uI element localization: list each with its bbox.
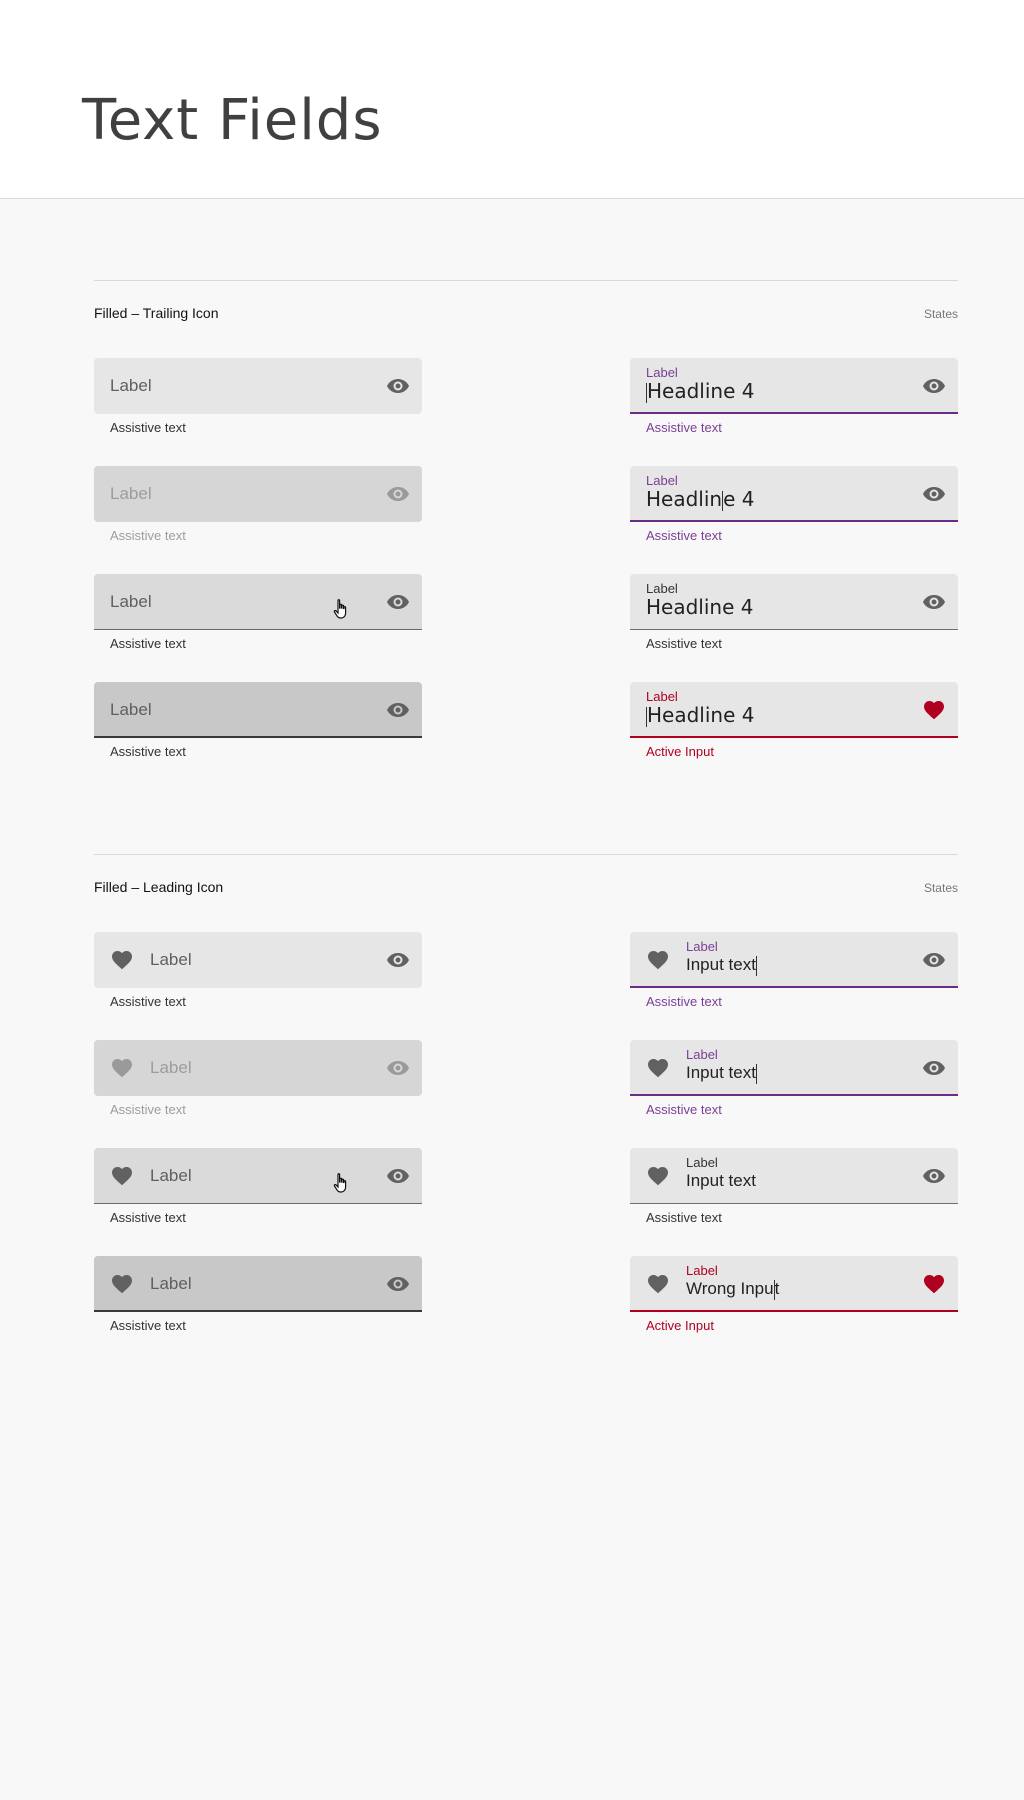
section-title-leading: Filled – Leading Icon	[94, 879, 224, 895]
text-field-hover[interactable]	[94, 1148, 422, 1225]
heart-icon	[110, 1164, 134, 1188]
assistive-text: Assistive text	[646, 420, 722, 435]
section-states-label: States	[923, 881, 958, 895]
assistive-text: Assistive text	[646, 528, 722, 543]
heart-icon[interactable]	[922, 698, 946, 722]
field-value	[646, 379, 754, 403]
field-value	[646, 703, 754, 727]
text-field-focused[interactable]	[630, 358, 958, 435]
eye-icon[interactable]	[922, 948, 946, 972]
text-field-error[interactable]	[630, 1256, 958, 1333]
text-field-filled[interactable]	[630, 1148, 958, 1225]
assistive-text: Assistive text	[110, 420, 186, 435]
field-label: Label	[150, 1058, 192, 1077]
assistive-text: Assistive text	[646, 1210, 722, 1225]
floating-label: Label	[686, 939, 718, 954]
floating-label: Label	[646, 365, 678, 380]
field-value	[646, 487, 754, 511]
text-field-disabled	[94, 1040, 422, 1117]
eye-icon[interactable]	[386, 1272, 410, 1296]
field-value: Input text	[686, 1171, 756, 1190]
field-label: Label	[150, 1274, 192, 1293]
eye-icon[interactable]	[922, 590, 946, 614]
eye-icon[interactable]	[386, 948, 410, 972]
text-field-focused-editing[interactable]	[630, 1040, 958, 1117]
assistive-text: Assistive text	[646, 994, 722, 1009]
value-text-a: Headlin	[646, 487, 723, 511]
field-value	[686, 955, 757, 976]
assistive-text: Assistive text	[646, 636, 722, 651]
text-field-disabled	[94, 466, 422, 543]
eye-icon[interactable]	[386, 374, 410, 398]
text-field-pressed[interactable]	[94, 1256, 422, 1333]
eye-icon[interactable]	[386, 698, 410, 722]
value-text-a: Wrong Inpu	[686, 1279, 774, 1298]
value-text-b: e 4	[723, 487, 755, 511]
value-text-b: t	[774, 1279, 780, 1298]
heart-icon	[110, 948, 134, 972]
text-field-error[interactable]	[630, 682, 958, 759]
floating-label: Label	[686, 1155, 718, 1170]
assistive-text: Assistive text	[110, 744, 186, 759]
eye-icon[interactable]	[922, 374, 946, 398]
assistive-text: Assistive text	[110, 1210, 186, 1225]
field-label: Label	[110, 592, 152, 611]
assistive-text: Assistive text	[110, 636, 186, 651]
heart-icon	[110, 1056, 134, 1080]
heart-icon	[110, 1272, 134, 1296]
eye-icon[interactable]	[922, 482, 946, 506]
assistive-text: Assistive text	[110, 528, 186, 543]
floating-label: Label	[646, 581, 678, 596]
text-caret	[756, 1064, 757, 1084]
heart-icon[interactable]	[922, 1272, 946, 1296]
field-label: Label	[110, 376, 152, 395]
assistive-text: Assistive text	[110, 994, 186, 1009]
floating-label: Label	[686, 1047, 718, 1062]
floating-label: Label	[686, 1263, 718, 1278]
field-value	[686, 1063, 757, 1084]
heart-icon	[646, 1272, 670, 1296]
assistive-text: Assistive text	[110, 1318, 186, 1333]
field-label: Label	[110, 700, 152, 719]
assistive-text: Assistive text	[110, 1102, 186, 1117]
text-field-filled[interactable]	[630, 574, 958, 651]
text-field-hover[interactable]	[94, 574, 422, 651]
field-label: Label	[150, 950, 192, 969]
text-field-pressed[interactable]	[94, 682, 422, 759]
eye-icon[interactable]	[922, 1056, 946, 1080]
assistive-text: Assistive text	[646, 1102, 722, 1117]
section-states-label: States	[923, 307, 958, 321]
field-label: Label	[150, 1166, 192, 1185]
text-field-enabled[interactable]	[94, 932, 422, 1009]
section-divider	[94, 854, 958, 855]
eye-icon	[386, 482, 410, 506]
text-field-focused-editing[interactable]	[630, 466, 958, 543]
field-value	[686, 1279, 779, 1300]
assistive-text: Active Input	[646, 744, 714, 759]
page-title: Text Fields	[82, 88, 383, 153]
hand-cursor-icon	[332, 598, 352, 620]
section-title-trailing: Filled – Trailing Icon	[94, 305, 219, 321]
eye-icon[interactable]	[386, 1164, 410, 1188]
text-field-focused[interactable]	[630, 932, 958, 1009]
floating-label: Label	[646, 689, 678, 704]
value-text: Headline 4	[647, 379, 755, 403]
value-text: Headline 4	[647, 703, 755, 727]
section-divider	[94, 280, 958, 281]
floating-label: Label	[646, 473, 678, 488]
page-header	[0, 0, 1024, 199]
text-caret	[756, 956, 757, 976]
eye-icon[interactable]	[386, 590, 410, 614]
eye-icon	[386, 1056, 410, 1080]
eye-icon[interactable]	[922, 1164, 946, 1188]
assistive-text: Active Input	[646, 1318, 714, 1333]
field-value: Headline 4	[646, 595, 754, 619]
value-text: Input text	[686, 955, 756, 974]
heart-icon	[646, 948, 670, 972]
text-field-enabled[interactable]	[94, 358, 422, 435]
heart-icon	[646, 1164, 670, 1188]
value-text: Input text	[686, 1063, 756, 1082]
hand-cursor-icon	[332, 1172, 352, 1194]
heart-icon	[646, 1056, 670, 1080]
field-label: Label	[110, 484, 152, 503]
